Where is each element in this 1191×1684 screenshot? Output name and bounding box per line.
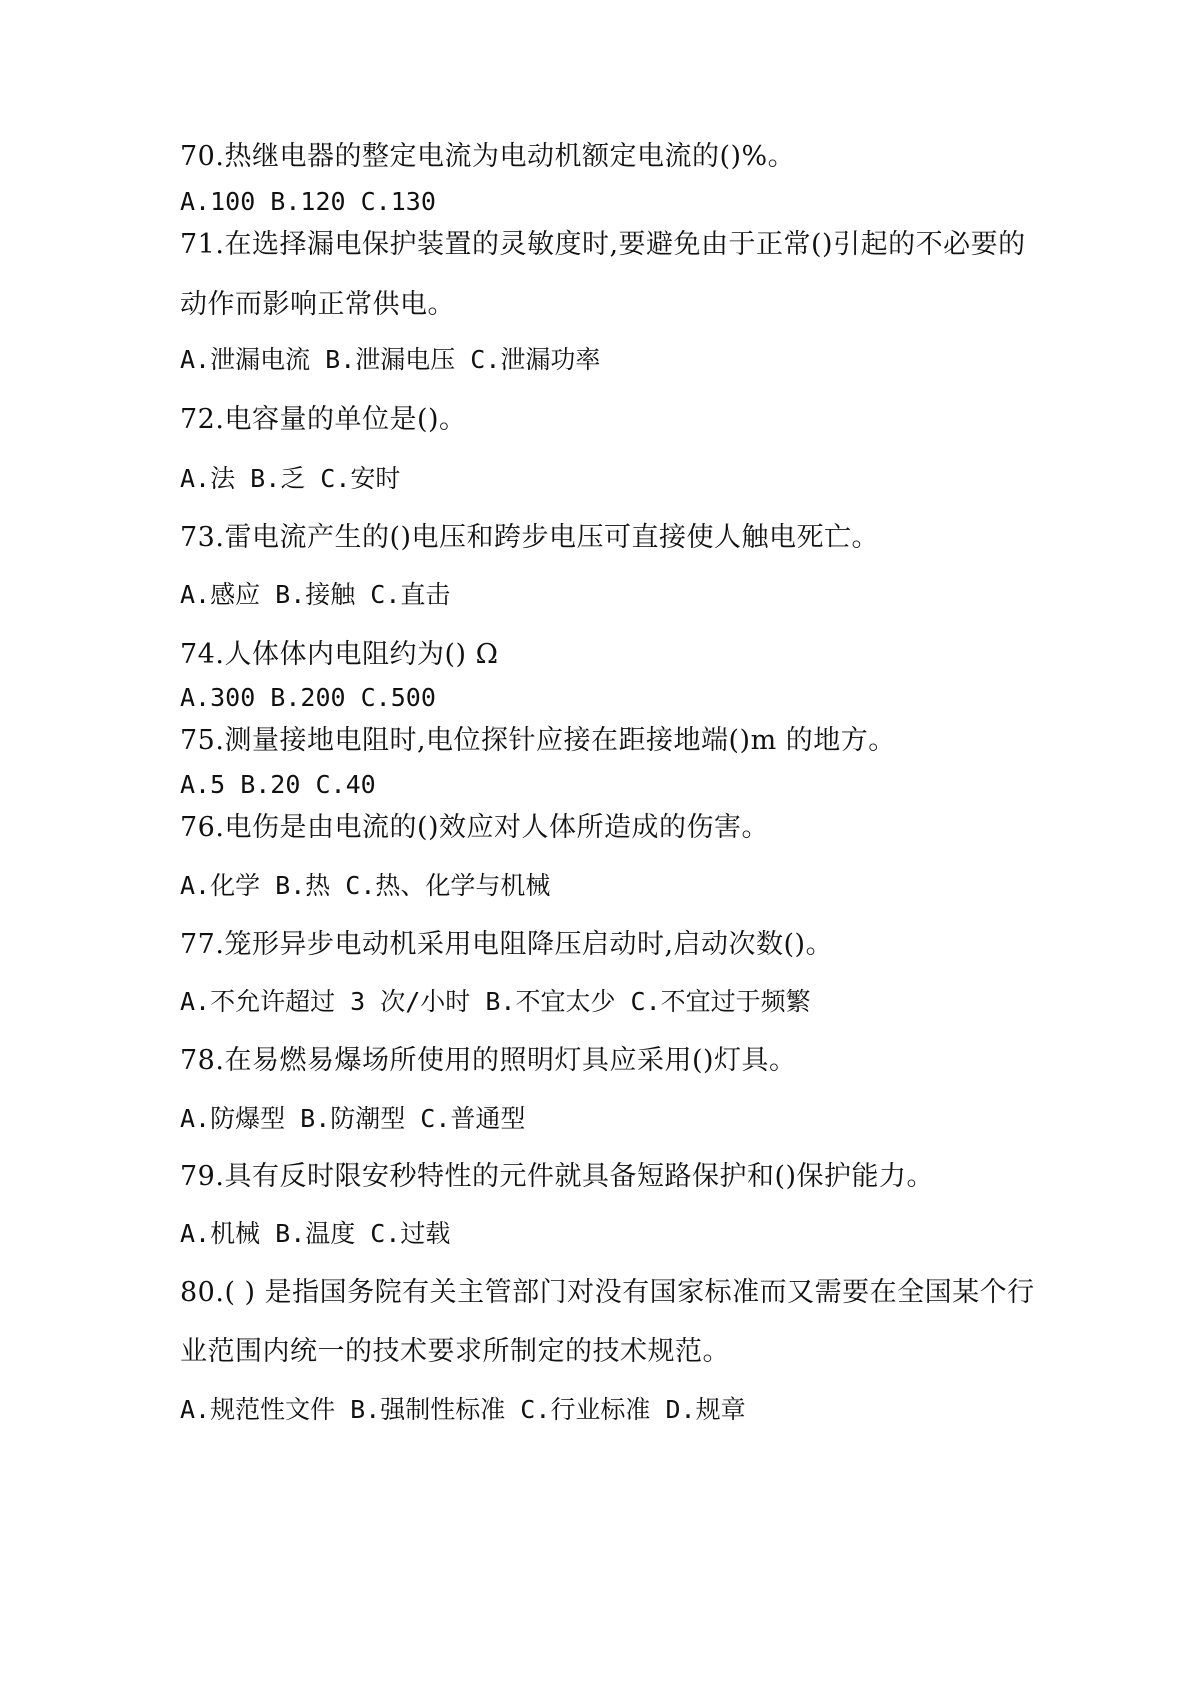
question-79-options: A.机械 B.温度 C.过载	[180, 1219, 451, 1248]
question-73-options: A.感应 B.接触 C.直击	[180, 580, 451, 609]
question-70-stem: 70.热继电器的整定电流为电动机额定电流的()%。	[180, 141, 796, 172]
question-80-stem-line-1: 80.( ) 是指国务院有关主管部门对没有国家标准而又需要在全国某个行	[180, 1277, 1035, 1308]
question-77-options: A.不允许超过 3 次/小时 B.不宜太少 C.不宜过于频繁	[180, 987, 811, 1016]
question-76-stem: 76.电伤是由电流的()效应对人体所造成的伤害。	[180, 812, 770, 843]
question-74-stem: 74.人体体内电阻约为() Ω	[180, 639, 499, 670]
question-78-stem: 78.在易燃易爆场所使用的照明灯具应采用()灯具。	[180, 1045, 797, 1076]
question-71-stem-line-2: 动作而影响正常供电。	[180, 289, 455, 320]
question-71-stem-line-1: 71.在选择漏电保护装置的灵敏度时,要避免由于正常()引起的不必要的	[180, 229, 1026, 260]
question-80-stem-line-2: 业范围内统一的技术要求所制定的技术规范。	[180, 1336, 730, 1367]
question-79-stem: 79.具有反时限安秒特性的元件就具备短路保护和()保护能力。	[180, 1161, 935, 1192]
question-71-options: A.泄漏电流 B.泄漏电压 C.泄漏功率	[180, 345, 601, 374]
question-72-options: A.法 B.乏 C.安时	[180, 464, 401, 493]
question-74-options: A.300 B.200 C.500	[180, 683, 436, 712]
question-77-stem: 77.笼形异步电动机采用电阻降压启动时,启动次数()。	[180, 929, 834, 960]
question-75-options: A.5 B.20 C.40	[180, 770, 376, 799]
question-76-options: A.化学 B.热 C.热、化学与机械	[180, 871, 551, 900]
question-80-options: A.规范性文件 B.强制性标准 C.行业标准 D.规章	[180, 1395, 746, 1424]
question-75-stem: 75.测量接地电阻时,电位探针应接在距接地端()m 的地方。	[180, 725, 896, 756]
question-72-stem: 72.电容量的单位是()。	[180, 404, 467, 435]
question-70-options: A.100 B.120 C.130	[180, 187, 436, 216]
question-78-options: A.防爆型 B.防潮型 C.普通型	[180, 1104, 526, 1133]
question-73-stem: 73.雷电流产生的()电压和跨步电压可直接使人触电死亡。	[180, 522, 880, 553]
